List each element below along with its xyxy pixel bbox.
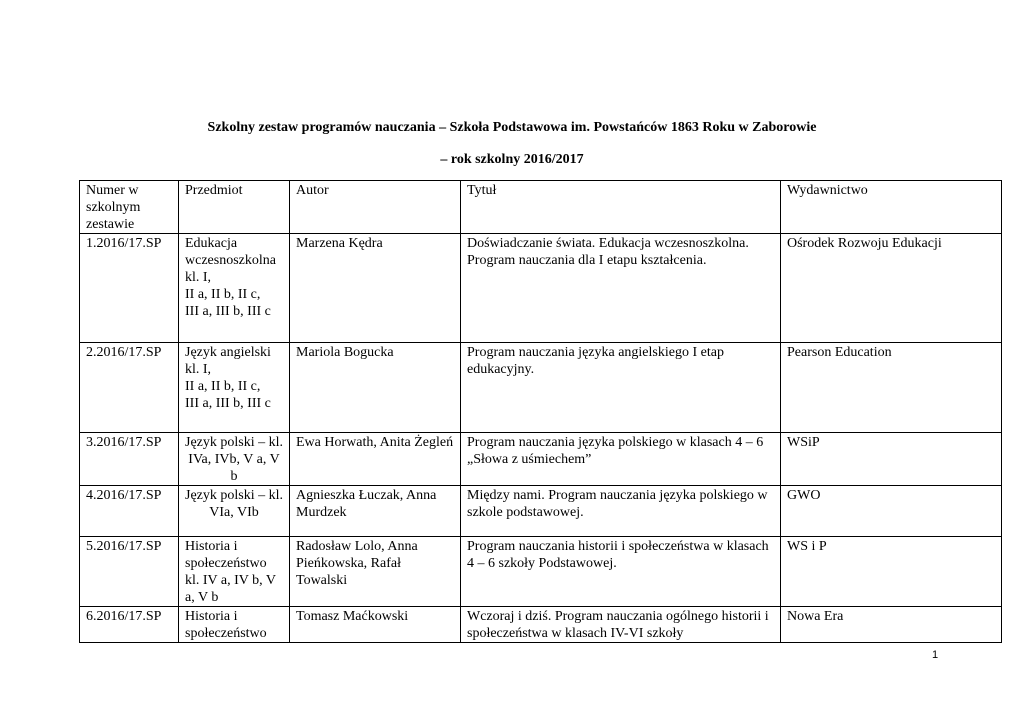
cell-line: II a, II b, II c,	[185, 379, 261, 394]
cell-line: kl. I,	[185, 362, 212, 377]
cell-line: III a, III b, III c	[185, 304, 271, 319]
cell-autor: Marzena Kędra	[290, 234, 461, 343]
cell-line: II a, II b, II c,	[185, 287, 261, 302]
cell-przedmiot	[179, 343, 290, 433]
cell-tytul: Program nauczania języka polskiego w klasach 4 – 6 „Słowa z uśmiechem”	[461, 433, 781, 486]
cell-numer: 1.2016/17.SP	[80, 234, 179, 343]
cell-line: Doświadczanie świata. Edukacja wczesnoszkolna.	[467, 236, 749, 251]
header-przedmiot: Przedmiot	[179, 181, 290, 234]
table-row	[80, 343, 1002, 433]
cell-line: Program nauczania dla I etapu kształcenia.	[467, 253, 707, 268]
cell-numer: 5.2016/17.SP	[80, 537, 179, 607]
table-row	[80, 234, 1002, 343]
cell-numer: 3.2016/17.SP	[80, 433, 179, 486]
cell-przedmiot: Język polski – kl. IVa, IVb, V a, V b	[179, 433, 290, 486]
cell-wydawnictwo: Pearson Education	[781, 343, 1002, 433]
header-numer: Numer w szkolnym zestawie	[80, 181, 179, 234]
cell-tytul: Wczoraj i dziś. Program nauczania ogólnego historii i społeczeństwa w klasach IV-VI szkoły	[461, 607, 781, 643]
table-row	[80, 433, 1002, 486]
document-title: Szkolny zestaw programów nauczania – Szkoła Podstawowa im. Powstańców 1863 Roku w Zaborowie	[207, 120, 817, 135]
header-tytul: Tytuł	[461, 181, 781, 234]
cell-line: III a, III b, III c	[185, 396, 271, 411]
cell-tytul	[461, 343, 781, 433]
document-subtitle: – rok szkolny 2016/2017	[440, 152, 584, 167]
cell-przedmiot	[179, 234, 290, 343]
cell-wydawnictwo: Ośrodek Rozwoju Edukacji	[781, 234, 1002, 343]
table-row	[80, 537, 1002, 607]
cell-line: Edukacja	[185, 236, 238, 251]
cell-wydawnictwo: GWO	[781, 486, 1002, 537]
cell-tytul: Między nami. Program nauczania języka polskiego w szkole podstawowej.	[461, 486, 781, 537]
table-row	[80, 607, 1002, 643]
cell-autor: Radosław Lolo, Anna Pieńkowska, Rafał Towalski	[290, 537, 461, 607]
cell-wydawnictwo: WS i P	[781, 537, 1002, 607]
cell-line: Język angielski	[185, 345, 271, 360]
cell-tytul	[461, 234, 781, 343]
cell-wydawnictwo: Nowa Era	[781, 607, 1002, 643]
cell-line: Program nauczania języka angielskiego I etap	[467, 345, 724, 360]
cell-numer: 4.2016/17.SP	[80, 486, 179, 537]
table-header-row	[80, 181, 1002, 234]
cell-tytul: Program nauczania historii i społeczeństwa w klasach 4 – 6 szkoły Podstawowej.	[461, 537, 781, 607]
cell-autor: Agnieszka Łuczak, Anna Murdzek	[290, 486, 461, 537]
cell-przedmiot: Język polski – kl. VIa, VIb	[179, 486, 290, 537]
cell-przedmiot: Historia i społeczeństwo	[179, 607, 290, 643]
header-autor: Autor	[290, 181, 461, 234]
page-number: 1	[931, 649, 939, 661]
cell-line: edukacyjny.	[467, 362, 535, 377]
cell-autor: Ewa Horwath, Anita Żegleń	[290, 433, 461, 486]
cell-numer: 2.2016/17.SP	[80, 343, 179, 433]
table-row	[80, 486, 1002, 537]
header-wydawnictwo: Wydawnictwo	[781, 181, 1002, 234]
cell-przedmiot: Historia i społeczeństwo kl. IV a, IV b, V a, V b	[179, 537, 290, 607]
cell-numer: 6.2016/17.SP	[80, 607, 179, 643]
cell-wydawnictwo: WSiP	[781, 433, 1002, 486]
cell-line: kl. I,	[185, 270, 212, 285]
cell-line: wczesnoszkolna	[185, 253, 276, 268]
programs-table	[79, 180, 1002, 643]
cell-autor: Mariola Bogucka	[290, 343, 461, 433]
cell-autor: Tomasz Maćkowski	[290, 607, 461, 643]
